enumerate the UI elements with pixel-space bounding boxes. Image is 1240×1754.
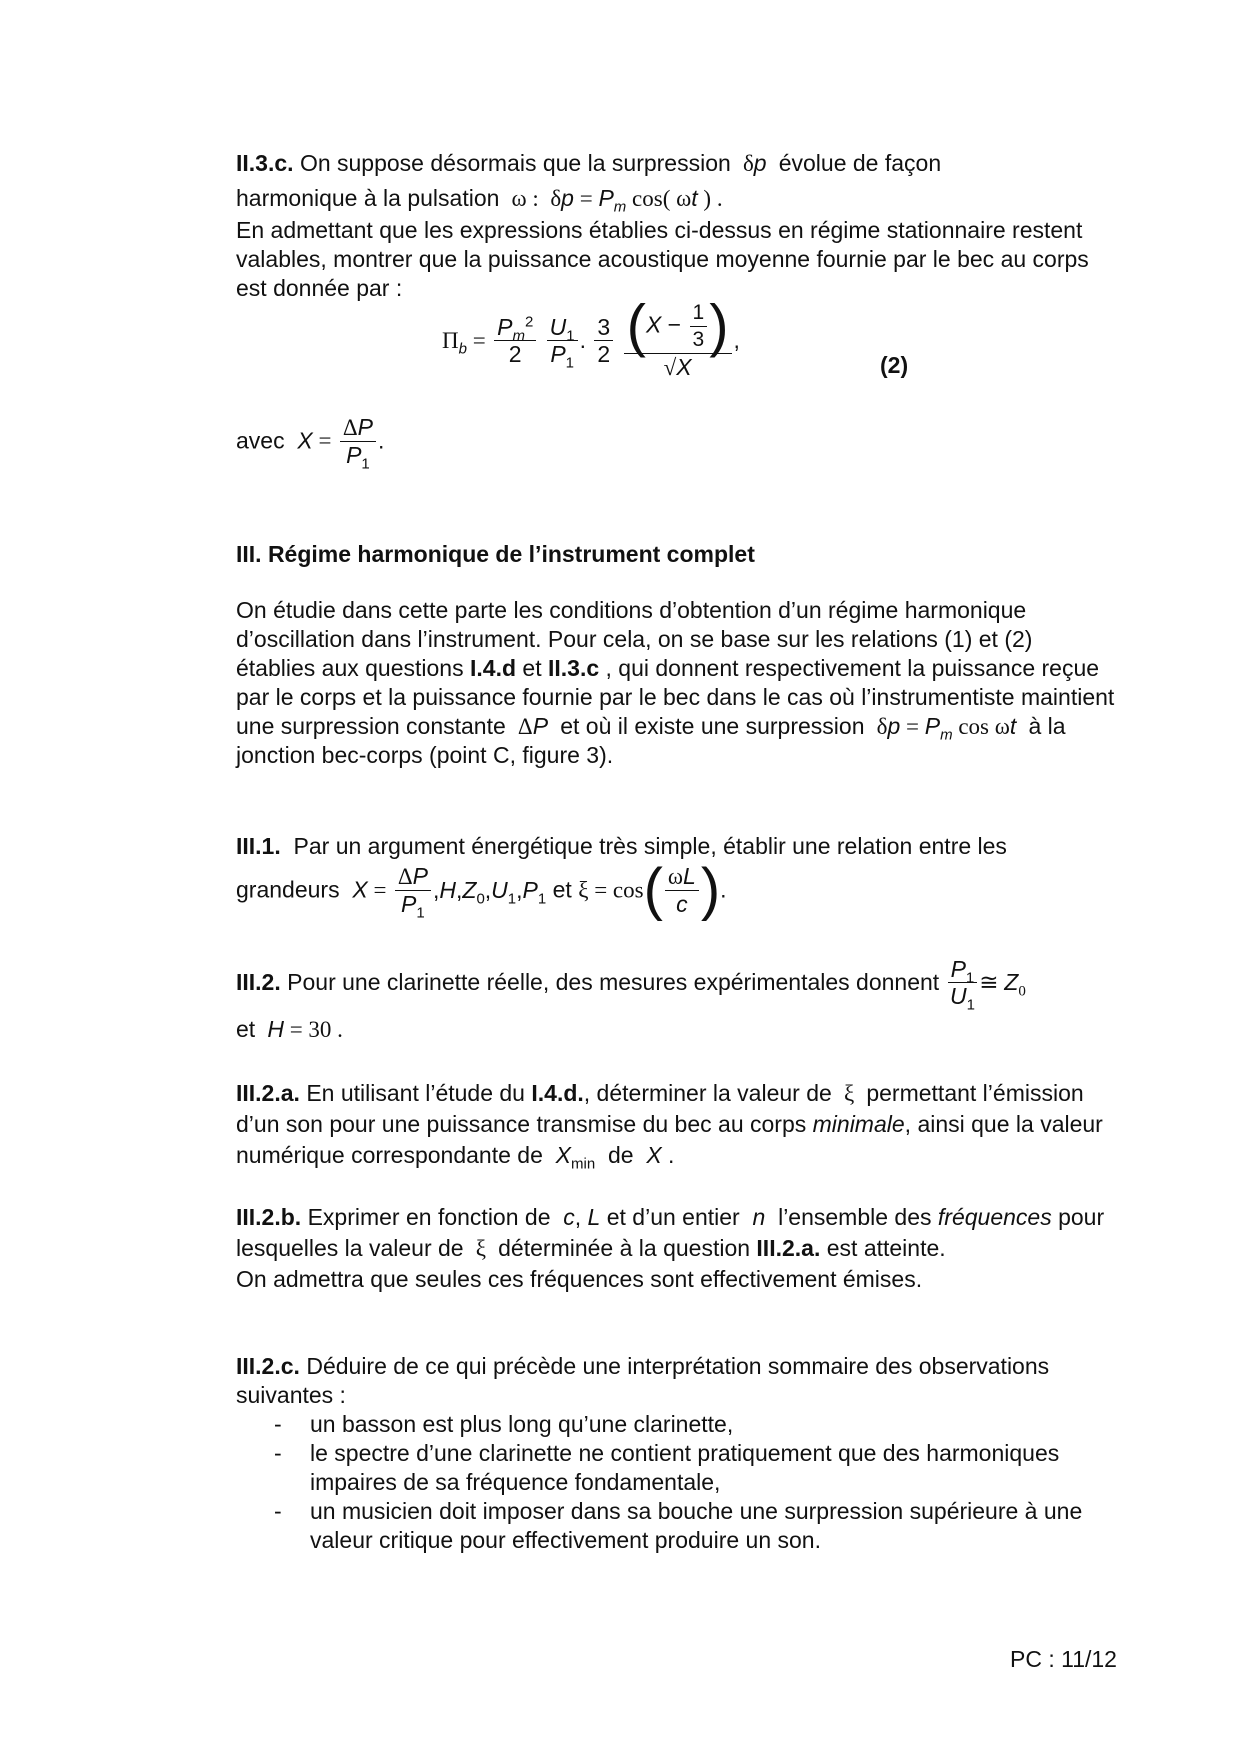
math-delta-P: ΔP xyxy=(512,713,549,739)
equation-pi-b: $\Pi_b$ = $\frac{P_m^2}{2}$ $\frac{U_1}{P_1}$ . $\frac{3}{2}$ (X − $\frac{1}{3}$ ) √X , xyxy=(442,293,740,380)
question-iii1: III.1. Par un argument énergétique très simple, établir une relation entre les grandeurs X = $\frac{\Delta P}{P_1}$ $,H,Z_0,U_1,P_1$ et ξ = cos( $\frac{\omega L}{c}$ ). xyxy=(236,833,1007,922)
question-iii2: III.2. Pour une clarinette réelle, des mesures expérimentales donnent $\frac{P_1}{U_1}$ ≅ $Z_0$ et H = 30 . xyxy=(236,956,1026,1042)
list-item: - un basson est plus long qu’une clarinette, xyxy=(236,1410,1116,1439)
math-delta-p: δp xyxy=(737,150,767,176)
text: On suppose désormais que la surpression xyxy=(299,150,731,176)
text: évolue de façon xyxy=(778,150,942,176)
section-iii-intro: On étudie dans cette parte les conditions d’obtention d’un régime harmonique d’oscillation dans l’instrument. Pour cela, on se base sur les relations (1) et (2) établies aux questions I.4.d et II.3.c , qui donnent respectivement la puissance reçue par le corps et la puissance fournie par le bec dans le cas où l’instrumentiste maintient une surpression constante ΔP et où il existe une surpression $\delta p = P_m$ cos ωt à la jonction bec-corps (point C, figure 3). xyxy=(236,597,1115,768)
question-label: III.1. xyxy=(236,833,281,859)
text: harmonique à la pulsation xyxy=(236,185,500,211)
question-label: II.3.c. xyxy=(236,150,294,176)
section-ii3c xyxy=(236,146,1116,303)
definition-x: avec X = $\frac{\Delta P}{P_1}$ . xyxy=(236,414,385,473)
section-title-iii: III. Régime harmonique de l’instrument complet xyxy=(236,541,755,567)
math-surpression: $\delta p = P_m$ cos ωt xyxy=(870,713,1017,744)
question-label: III.2.a. xyxy=(236,1080,300,1106)
observations-list xyxy=(236,1410,1116,1555)
question-iii2b: III.2.b. Exprimer en fonction de c, L et d’un entier n l’ensemble des fréquences pour lesquelles la valeur de ξ déterminée à la question III.2.a. est atteinte. On admettra que seules ces fréquences sont effectivement émises. xyxy=(236,1204,1105,1292)
list-item: - le spectre d’une clarinette ne contient pratiquement que des harmoniques impaires de sa fréquence fondamentale, xyxy=(236,1439,1116,1497)
text: avec xyxy=(236,427,285,454)
paragraph: En admettant que les expressions établies ci-dessus en régime stationnaire restent valables, montrer que la puissance acoustique moyenne fournie par le bec au corps est donnée par : xyxy=(236,217,1089,301)
math-pulsation: ω : $\delta p = P_m$ cos( ωt ) . xyxy=(505,185,723,216)
list-item: - un musicien doit imposer dans sa bouche une surpression supérieure à une valeur critique pour effectivement produire un son. xyxy=(236,1497,1116,1555)
question-label: III.2. xyxy=(236,969,281,995)
question-label: III.2.b. xyxy=(236,1204,302,1230)
question-iii2a: III.2.a. En utilisant l’étude du I.4.d., déterminer la valeur de ξ permettant l’émission d’un son pour une puissance transmise du bec au corps minimale, ainsi que la valeur numérique correspondante de $X_{min}$ de X . xyxy=(236,1080,1103,1173)
question-label: III.2.c. xyxy=(236,1353,300,1379)
equation-number: (2) xyxy=(880,352,909,378)
page-number: PC : 11/12 xyxy=(1010,1646,1117,1672)
question-iii2c: III.2.c. Déduire de ce qui précède une interprétation sommaire des observations suivantes : - un basson est plus long qu’une clarinette, - le spectre d’une clarinette ne contient pratiquement que des harmoniques impaires de sa fréquence fondamentale, - un musicien doit imposer dans sa bouche une surpression supérieure à une valeur critique pour effectivement produire un son. xyxy=(236,1352,1116,1555)
